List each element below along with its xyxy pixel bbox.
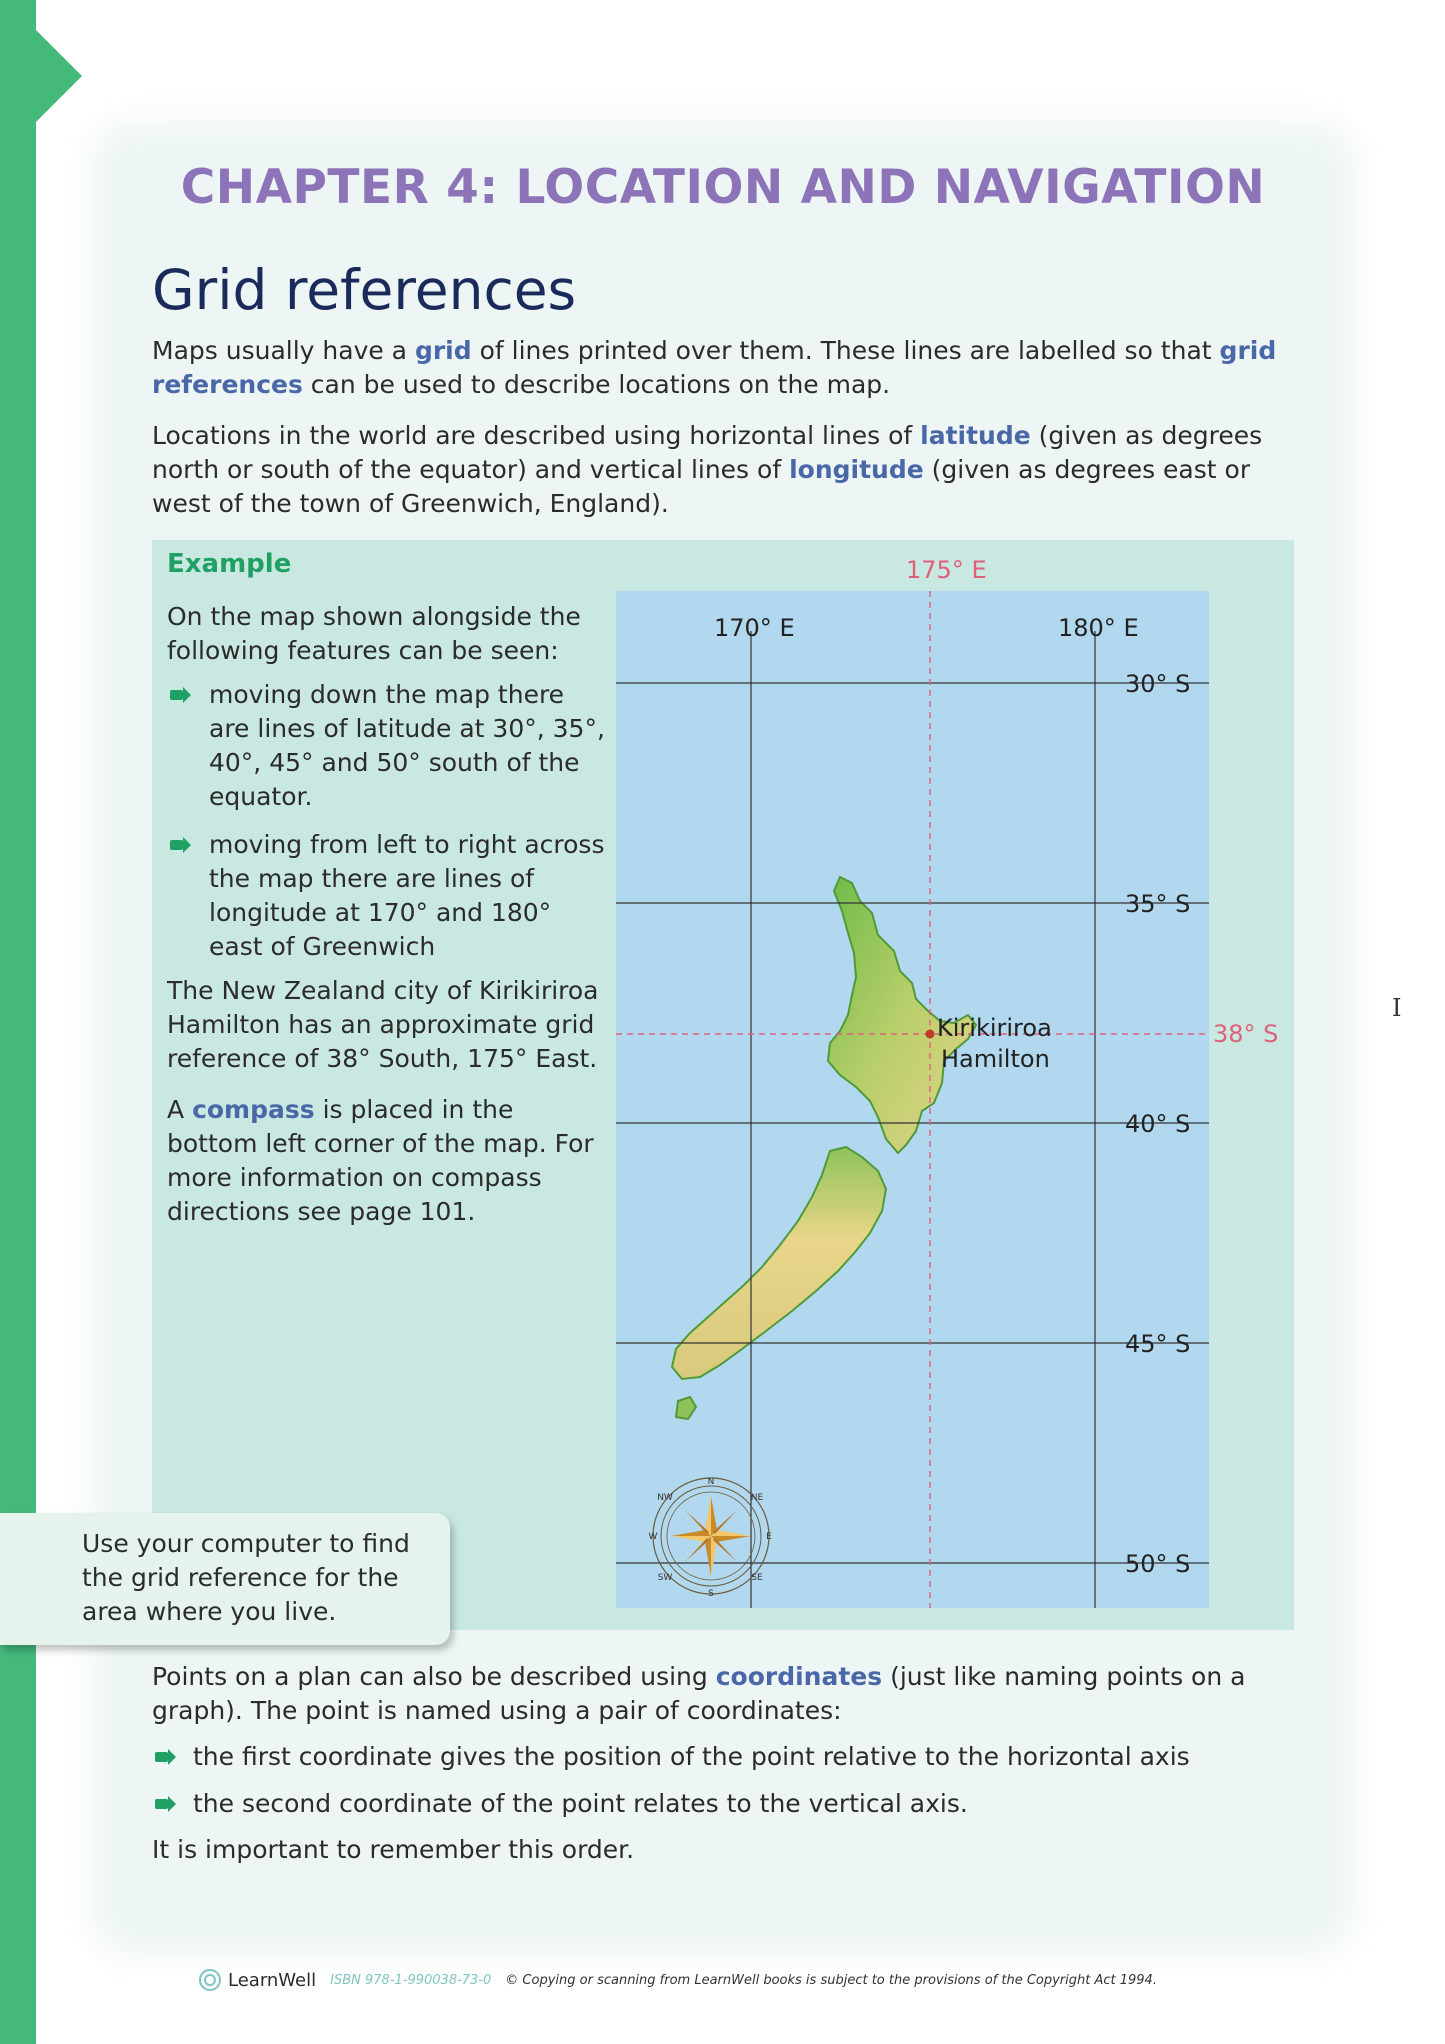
arrow-bullet-icon [155, 1752, 168, 1762]
bullet-text: moving down the map there are lines of latitude at 30°, 35°, 40°, 45° and 50° south of the equator. [209, 680, 605, 811]
compass-nw: NW [657, 1493, 673, 1503]
hamilton-city-dot [926, 1030, 935, 1039]
city-label-kirikiriroa: Kirikiriroa [937, 1014, 1052, 1042]
text-run: is placed in the bottom left corner of the map. For more information on compass directions see page 101. [167, 1095, 594, 1226]
keyword-compass: compass [192, 1095, 315, 1124]
section-title: Grid references [152, 258, 577, 322]
latitude-label-35: 35° S [1125, 890, 1191, 918]
latitude-label-45: 45° S [1125, 1330, 1191, 1358]
city-label-hamilton: Hamilton [941, 1045, 1050, 1073]
longitude-marker-label: 175° E [906, 556, 987, 584]
coordinates-paragraph [152, 1660, 1282, 1728]
list-item [167, 678, 607, 814]
map-graphic [616, 591, 1209, 1608]
coordinates-bullet-list [152, 1740, 1282, 1834]
left-color-band [0, 0, 36, 2044]
lake-taupo [946, 1076, 958, 1086]
latitude-label-40: 40° S [1125, 1110, 1191, 1138]
compass-ne: NE [750, 1493, 764, 1503]
text-run: (given as degrees north or south of the equator) and vertical lines of [152, 421, 1263, 484]
nz-map [616, 591, 1209, 1608]
compass-n: N [707, 1477, 715, 1487]
list-item [152, 1787, 1282, 1821]
intro-paragraph-1 [152, 334, 1282, 402]
compass-se: SE [751, 1573, 763, 1583]
keyword-grid: grid [414, 336, 472, 365]
text-run: Locations in the world are described using horizontal lines of [152, 421, 921, 450]
example-bullet-list [167, 678, 607, 978]
stewart-island [676, 1397, 696, 1419]
latitude-label-50: 50° S [1125, 1550, 1191, 1578]
text-run: (just like naming points on a graph). The point is named using a pair of coordinates: [152, 1662, 1246, 1725]
compass-sw: SW [657, 1573, 673, 1583]
brand-name: LearnWell [228, 1969, 317, 1991]
arrow-bullet-icon [155, 1799, 168, 1809]
longitude-label-180: 180° E [1058, 614, 1139, 642]
longitude-lines [751, 631, 1095, 1608]
isbn-text: ISBN 978-1-990038-73-0 [330, 1972, 492, 1988]
keyword-coordinates: coordinates [715, 1662, 883, 1691]
compass-w: W [648, 1532, 658, 1542]
learnwell-logo-icon [198, 1968, 222, 1992]
list-item [152, 1740, 1282, 1774]
footer [198, 1965, 1157, 1995]
bullet-text: the second coordinate of the point relates to the vertical axis. [193, 1789, 968, 1818]
text-run: of lines printed over them. These lines are labelled so that [471, 336, 1220, 365]
arrow-bullet-icon [170, 840, 183, 850]
compass-e: E [766, 1532, 772, 1542]
arrow-bullet-icon [170, 690, 183, 700]
compass-rose-icon [649, 1477, 773, 1599]
keyword-longitude: longitude [789, 455, 924, 484]
text-run: can be used to describe locations on the map. [302, 370, 891, 399]
page-tab-arrow [36, 30, 82, 122]
text-run: A [167, 1095, 193, 1124]
hamilton-paragraph: The New Zealand city of Kirikiriroa Hamilton has an approximate grid reference of 38° South, 175° East. [167, 976, 599, 1073]
list-item [167, 828, 607, 964]
text-run: Points on a plan can also be described using [152, 1662, 716, 1691]
longitude-label-170: 170° E [714, 614, 795, 642]
copyright-text: © Copying or scanning from LearnWell books is subject to the provisions of the Copyright Act 1994. [505, 1972, 1157, 1988]
text-cursor-icon: I [1392, 994, 1402, 1022]
text-run: Maps usually have a [152, 336, 415, 365]
compass-paragraph [167, 1093, 607, 1229]
bullet-text: the first coordinate gives the position of the point relative to the horizontal axis [193, 1742, 1190, 1771]
example-intro: On the map shown alongside the following features can be seen: [167, 602, 581, 665]
latitude-label-30: 30° S [1125, 670, 1191, 698]
keyword-grid-references: grid references [152, 336, 1277, 399]
south-island [672, 1147, 886, 1379]
keyword-latitude: latitude [920, 421, 1031, 450]
text-run: (given as degrees east or west of the town of Greenwich, England). [152, 455, 1251, 518]
example-title: Example [167, 549, 292, 579]
bullet-text: moving from left to right across the map there are lines of longitude at 170° and 180° east of Greenwich [209, 830, 605, 961]
compass-s: S [708, 1589, 714, 1599]
latitude-marker-label: 38° S [1213, 1020, 1279, 1048]
intro-paragraph-2 [152, 419, 1282, 521]
learnwell-logo [198, 1968, 316, 1992]
latitude-lines [616, 683, 1209, 1563]
callout-text: Use your computer to find the grid reference for the area where you live. [82, 1529, 410, 1626]
closing-paragraph: It is important to remember this order. [152, 1835, 635, 1864]
chapter-title: CHAPTER 4: LOCATION AND NAVIGATION [180, 160, 1266, 215]
